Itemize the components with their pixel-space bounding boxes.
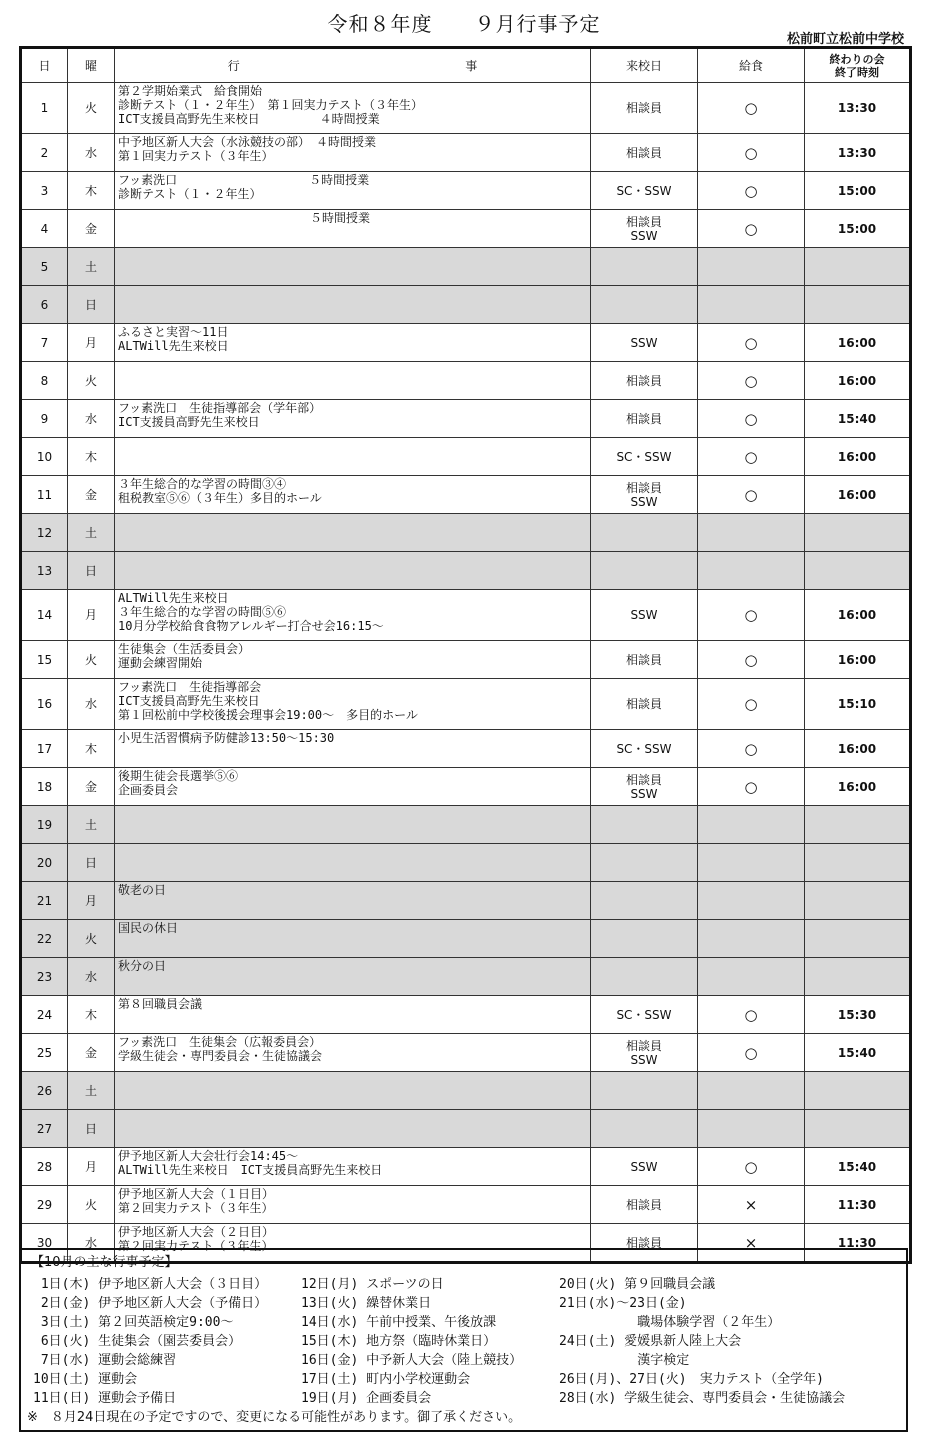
weekday-cell: 月 — [68, 1148, 115, 1186]
october-item: 14日(水) 午前中授業、午後放課 — [301, 1315, 497, 1330]
end-time-cell: 13:30 — [805, 134, 911, 172]
events-cell — [115, 1072, 591, 1110]
weekday-cell: 日 — [68, 286, 115, 324]
meal-cell: ○ — [698, 400, 805, 438]
visitor-cell — [591, 514, 698, 552]
visitor-cell: SC・SSW — [591, 172, 698, 210]
day-cell: 30 — [21, 1224, 68, 1263]
end-time-cell — [805, 286, 911, 324]
weekday-cell: 金 — [68, 210, 115, 248]
table-row — [21, 400, 911, 438]
day-cell: 26 — [21, 1072, 68, 1110]
meal-cell: ○ — [698, 590, 805, 641]
meal-cell — [698, 844, 805, 882]
table-row — [21, 476, 911, 514]
table-row — [21, 514, 911, 552]
weekday-cell: 金 — [68, 768, 115, 806]
visitor-cell — [591, 844, 698, 882]
table-row — [21, 324, 911, 362]
day-cell: 27 — [21, 1110, 68, 1148]
meal-cell: ○ — [698, 438, 805, 476]
header-visitor: 来校日 — [591, 48, 698, 83]
visitor-cell: 相談員 — [591, 679, 698, 730]
meal-cell: ○ — [698, 1034, 805, 1072]
table-row — [21, 882, 911, 920]
visitor-cell: SSW — [591, 590, 698, 641]
table-row — [21, 134, 911, 172]
events-cell — [115, 552, 591, 590]
meal-cell: ○ — [698, 83, 805, 134]
end-time-cell — [805, 920, 911, 958]
october-heading: 【10月の主な行事予定】 — [31, 1255, 178, 1270]
visitor-cell: SC・SSW — [591, 730, 698, 768]
end-time-cell — [805, 552, 911, 590]
end-time-cell: 15:10 — [805, 679, 911, 730]
events-cell — [115, 438, 591, 476]
events-cell — [115, 514, 591, 552]
october-item: 職場体験学習（２年生） — [559, 1315, 781, 1330]
october-item: 11日(日) 運動会予備日 — [33, 1391, 177, 1406]
day-cell: 13 — [21, 552, 68, 590]
table-row — [21, 1110, 911, 1148]
visitor-cell: SSW — [591, 324, 698, 362]
visitor-cell — [591, 920, 698, 958]
visitor-cell: 相談員 — [591, 134, 698, 172]
end-time-cell: 13:30 — [805, 83, 911, 134]
header-events-right: 事 — [465, 58, 478, 73]
day-cell: 3 — [21, 172, 68, 210]
meal-cell: ○ — [698, 1148, 805, 1186]
weekday-cell: 木 — [68, 172, 115, 210]
table-body — [21, 83, 911, 1263]
visitor-cell — [591, 1072, 698, 1110]
events-cell: 伊予地区新人大会（２日目） 第２回実力テスト（３年生） — [115, 1224, 591, 1263]
table-row — [21, 641, 911, 679]
events-cell: ALTWill先生来校日 ３年生総合的な学習の時間⑤⑥ 10月分学校給食食物アレルギー打合せ会16:15～ — [115, 590, 591, 641]
weekday-cell: 木 — [68, 996, 115, 1034]
header-end-time-line2: 終了時刻 — [835, 65, 879, 79]
end-time-cell — [805, 248, 911, 286]
weekday-cell: 月 — [68, 882, 115, 920]
table-row — [21, 286, 911, 324]
end-time-cell: 16:00 — [805, 362, 911, 400]
visitor-cell: 相談員 SSW — [591, 1034, 698, 1072]
end-time-cell: 16:00 — [805, 730, 911, 768]
weekday-cell: 水 — [68, 134, 115, 172]
day-cell: 25 — [21, 1034, 68, 1072]
events-cell: フッ素洗口 生徒指導部会（学年部） ICT支援員高野先生来校日 — [115, 400, 591, 438]
table-row — [21, 552, 911, 590]
day-cell: 6 — [21, 286, 68, 324]
day-cell: 11 — [21, 476, 68, 514]
meal-cell — [698, 806, 805, 844]
events-cell: 第２学期始業式 給食開始 診断テスト（１・２年生） 第１回実力テスト（３年生） ICT支援員高野先生来校日 ４時間授業 — [115, 83, 591, 134]
end-time-cell — [805, 844, 911, 882]
events-cell: 伊予地区新人大会（１日目） 第２回実力テスト（３年生） — [115, 1186, 591, 1224]
events-cell: 第８回職員会議 — [115, 996, 591, 1034]
day-cell: 10 — [21, 438, 68, 476]
table-row — [21, 83, 911, 134]
day-cell: 14 — [21, 590, 68, 641]
events-cell: 伊予地区新人大会壮行会14:45～ ALTWill先生来校日 ICT支援員高野先生来校日 — [115, 1148, 591, 1186]
weekday-cell: 火 — [68, 83, 115, 134]
table-row — [21, 172, 911, 210]
end-time-cell: 15:40 — [805, 400, 911, 438]
october-column-1 — [33, 1275, 267, 1408]
october-item: 19日(月) 企画委員会 — [301, 1391, 432, 1406]
end-time-cell: 16:00 — [805, 590, 911, 641]
visitor-cell: 相談員 — [591, 1186, 698, 1224]
day-cell: 28 — [21, 1148, 68, 1186]
day-cell: 24 — [21, 996, 68, 1034]
events-cell: フッ素洗口 生徒指導部会 ICT支援員高野先生来校日 第１回松前中学校後援会理事会19:00～ 多目的ホール — [115, 679, 591, 730]
end-time-cell: 16:00 — [805, 476, 911, 514]
table-row — [21, 844, 911, 882]
visitor-cell: 相談員 SSW — [591, 210, 698, 248]
visitor-cell: 相談員 — [591, 400, 698, 438]
weekday-cell: 水 — [68, 1224, 115, 1263]
table-row — [21, 730, 911, 768]
meal-cell: × — [698, 1224, 805, 1263]
end-time-cell: 15:00 — [805, 172, 911, 210]
visitor-cell: SC・SSW — [591, 438, 698, 476]
events-cell: ３年生総合的な学習の時間③④ 租税教室⑤⑥（３年生）多目的ホール — [115, 476, 591, 514]
header-meal: 給食 — [698, 48, 805, 83]
weekday-cell: 土 — [68, 806, 115, 844]
events-cell: 中予地区新人大会（水泳競技の部） ４時間授業 第１回実力テスト（３年生） — [115, 134, 591, 172]
page-title: 令和８年度 ９月行事予定 — [327, 12, 601, 36]
events-cell: 秋分の日 — [115, 958, 591, 996]
table-row — [21, 1034, 911, 1072]
visitor-cell — [591, 248, 698, 286]
end-time-cell: 16:00 — [805, 641, 911, 679]
meal-cell: ○ — [698, 324, 805, 362]
end-time-cell — [805, 1072, 911, 1110]
visitor-cell: 相談員 — [591, 362, 698, 400]
day-cell: 23 — [21, 958, 68, 996]
end-time-cell: 15:00 — [805, 210, 911, 248]
table-row — [21, 362, 911, 400]
day-cell: 19 — [21, 806, 68, 844]
visitor-cell — [591, 552, 698, 590]
day-cell: 2 — [21, 134, 68, 172]
meal-cell — [698, 514, 805, 552]
header-end-time — [805, 48, 911, 83]
table-row — [21, 806, 911, 844]
end-time-cell: 11:30 — [805, 1186, 911, 1224]
table-row — [21, 996, 911, 1034]
meal-cell: ○ — [698, 730, 805, 768]
end-time-cell — [805, 1110, 911, 1148]
end-time-cell: 15:30 — [805, 996, 911, 1034]
visitor-cell — [591, 286, 698, 324]
october-item: 12日(月) スポーツの日 — [301, 1277, 444, 1292]
end-time-cell: 16:00 — [805, 438, 911, 476]
table-row — [21, 248, 911, 286]
october-item: 6日(火) 生徒集会（園芸委員会） — [33, 1334, 242, 1349]
meal-cell — [698, 920, 805, 958]
october-item: 17日(土) 町内小学校運動会 — [301, 1372, 471, 1387]
day-cell: 12 — [21, 514, 68, 552]
meal-cell: ○ — [698, 172, 805, 210]
events-cell — [115, 286, 591, 324]
visitor-cell: SC・SSW — [591, 996, 698, 1034]
meal-cell: ○ — [698, 362, 805, 400]
end-time-cell: 16:00 — [805, 324, 911, 362]
day-cell: 22 — [21, 920, 68, 958]
day-cell: 7 — [21, 324, 68, 362]
events-cell — [115, 806, 591, 844]
visitor-cell: SSW — [591, 1148, 698, 1186]
meal-cell — [698, 248, 805, 286]
table-row — [21, 1148, 911, 1186]
weekday-cell: 月 — [68, 324, 115, 362]
day-cell: 18 — [21, 768, 68, 806]
october-item: 10日(土) 運動会 — [33, 1372, 138, 1387]
weekday-cell: 日 — [68, 844, 115, 882]
weekday-cell: 金 — [68, 476, 115, 514]
weekday-cell: 土 — [68, 248, 115, 286]
meal-cell — [698, 286, 805, 324]
table-row — [21, 1186, 911, 1224]
events-cell — [115, 844, 591, 882]
october-item: 2日(金) 伊予地区新人大会（予備日） — [33, 1296, 268, 1311]
schedule-table — [19, 46, 912, 1264]
end-time-cell: 11:30 — [805, 1224, 911, 1263]
october-item: 漢字検定 — [559, 1353, 690, 1368]
weekday-cell: 土 — [68, 1072, 115, 1110]
day-cell: 9 — [21, 400, 68, 438]
events-cell: ふるさと実習～11日 ALTWill先生来校日 — [115, 324, 591, 362]
end-time-cell — [805, 882, 911, 920]
end-time-cell — [805, 958, 911, 996]
table-row — [21, 1072, 911, 1110]
weekday-cell: 火 — [68, 920, 115, 958]
october-item: 28日(水) 学級生徒会、専門委員会・生徒協議会 — [559, 1391, 846, 1406]
meal-cell — [698, 1110, 805, 1148]
weekday-cell: 金 — [68, 1034, 115, 1072]
october-item: 16日(金) 中予新人大会（陸上競技） — [301, 1353, 523, 1368]
october-item: 13日(火) 繰替休業日 — [301, 1296, 432, 1311]
weekday-cell: 水 — [68, 958, 115, 996]
day-cell: 15 — [21, 641, 68, 679]
events-cell: 小児生活習慣病予防健診13:50～15:30 — [115, 730, 591, 768]
events-cell: 後期生徒会長選挙⑤⑥ 企画委員会 — [115, 768, 591, 806]
weekday-cell: 火 — [68, 362, 115, 400]
meal-cell: ○ — [698, 476, 805, 514]
end-time-cell: 16:00 — [805, 768, 911, 806]
visitor-cell — [591, 806, 698, 844]
events-cell: 国民の休日 — [115, 920, 591, 958]
end-time-cell — [805, 806, 911, 844]
october-item: 3日(土) 第２回英語検定9:00～ — [33, 1315, 234, 1330]
visitor-cell — [591, 882, 698, 920]
events-cell — [115, 1110, 591, 1148]
day-cell: 29 — [21, 1186, 68, 1224]
october-column-3 — [559, 1275, 845, 1408]
school-name: 松前町立松前中学校 — [786, 32, 904, 47]
visitor-cell: 相談員 SSW — [591, 476, 698, 514]
meal-cell — [698, 882, 805, 920]
meal-cell — [698, 1072, 805, 1110]
header-end-time-line1: 終わりの会 — [829, 52, 885, 66]
meal-cell — [698, 552, 805, 590]
events-cell: フッ素洗口 生徒集会（広報委員会） 学級生徒会・専門委員会・生徒協議会 — [115, 1034, 591, 1072]
meal-cell: ○ — [698, 641, 805, 679]
october-item: 26日(月)、27日(火) 実力テスト（全学年) — [559, 1372, 824, 1387]
day-cell: 1 — [21, 83, 68, 134]
events-cell: 生徒集会（生活委員会） 運動会練習開始 — [115, 641, 591, 679]
weekday-cell: 水 — [68, 679, 115, 730]
october-note: ※ ８月24日現在の予定ですので、変更になる可能性があります。御了承ください。 — [27, 1410, 522, 1425]
table-row — [21, 679, 911, 730]
weekday-cell: 水 — [68, 400, 115, 438]
weekday-cell: 火 — [68, 1186, 115, 1224]
table-row — [21, 438, 911, 476]
header-day: 日 — [21, 48, 68, 83]
weekday-cell: 木 — [68, 730, 115, 768]
day-cell: 4 — [21, 210, 68, 248]
header-events — [115, 48, 591, 83]
table-row — [21, 210, 911, 248]
visitor-cell — [591, 958, 698, 996]
weekday-cell: 日 — [68, 1110, 115, 1148]
events-cell — [115, 248, 591, 286]
header-weekday: 曜 — [68, 48, 115, 83]
day-cell: 16 — [21, 679, 68, 730]
meal-cell: ○ — [698, 679, 805, 730]
october-column-2 — [301, 1275, 522, 1408]
visitor-cell: 相談員 — [591, 641, 698, 679]
events-cell: ５時間授業 — [115, 210, 591, 248]
october-item: 1日(木) 伊予地区新人大会（３日目） — [33, 1277, 268, 1292]
day-cell: 21 — [21, 882, 68, 920]
table-row — [21, 958, 911, 996]
meal-cell: ○ — [698, 996, 805, 1034]
day-cell: 20 — [21, 844, 68, 882]
october-schedule-box — [19, 1248, 908, 1432]
meal-cell: ○ — [698, 134, 805, 172]
visitor-cell — [591, 1110, 698, 1148]
visitor-cell: 相談員 — [591, 83, 698, 134]
day-cell: 17 — [21, 730, 68, 768]
table-row — [21, 768, 911, 806]
events-cell: フッ素洗口 ５時間授業 診断テスト（１・２年生） — [115, 172, 591, 210]
weekday-cell: 木 — [68, 438, 115, 476]
table-header-row — [21, 48, 911, 83]
header-events-left: 行 — [227, 58, 240, 73]
october-item: 21日(水)～23日(金) — [559, 1296, 687, 1311]
table-row — [21, 590, 911, 641]
visitor-cell: 相談員 SSW — [591, 768, 698, 806]
events-cell: 敬老の日 — [115, 882, 591, 920]
table-row — [21, 920, 911, 958]
weekday-cell: 火 — [68, 641, 115, 679]
october-item: 7日(水) 運動会総練習 — [33, 1353, 177, 1368]
day-cell: 8 — [21, 362, 68, 400]
weekday-cell: 日 — [68, 552, 115, 590]
october-item: 20日(火) 第９回職員会議 — [559, 1277, 716, 1292]
meal-cell: ○ — [698, 768, 805, 806]
weekday-cell: 月 — [68, 590, 115, 641]
october-item: 24日(土) 愛媛県新人陸上大会 — [559, 1334, 742, 1349]
end-time-cell: 15:40 — [805, 1034, 911, 1072]
visitor-cell: 相談員 — [591, 1224, 698, 1263]
meal-cell: ○ — [698, 210, 805, 248]
october-item: 15日(木) 地方祭（臨時休業日） — [301, 1334, 497, 1349]
end-time-cell: 15:40 — [805, 1148, 911, 1186]
end-time-cell — [805, 514, 911, 552]
meal-cell: × — [698, 1186, 805, 1224]
day-cell: 5 — [21, 248, 68, 286]
events-cell — [115, 362, 591, 400]
meal-cell — [698, 958, 805, 996]
weekday-cell: 土 — [68, 514, 115, 552]
